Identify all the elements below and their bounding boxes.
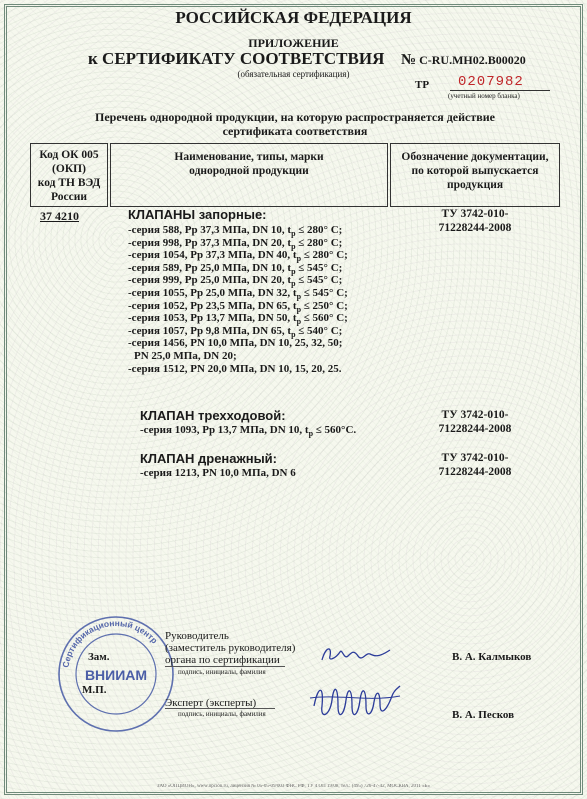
product-series-item: -серия 1052, Рр 23,5 МПа, DN 65, $t_р \le 250^\circ$ С;: [128, 299, 348, 314]
doc-line: 71228244-2008: [438, 466, 512, 478]
expert-caption: подпись, инициалы, фамилия: [178, 710, 266, 718]
product-series-item: -серия 1456, PN 10,0 МПа, DN 10, 25, 32, 50;: [128, 337, 343, 350]
head-signature: [318, 642, 398, 666]
product-series-item: -серия 1512, PN 20,0 МПа, DN 10, 15, 20, 25.: [128, 362, 342, 375]
group-title: КЛАПАН трехходовой:: [140, 408, 286, 423]
expert-signature: [308, 676, 403, 724]
product-series-item: -серия 589, Рр 25,0 МПа, DN 10, $t_р \le 545^\circ$ С;: [128, 261, 343, 276]
header-code-line: Код ОК 005: [39, 149, 99, 161]
stamp-outer-text: Сертификационный центр: [60, 617, 160, 669]
head-label-line: Руководитель: [165, 630, 229, 642]
certificate-number: [401, 52, 526, 69]
group-documentation: [390, 207, 560, 235]
product-series-item: -серия 1057, Рр 9,8 МПа, DN 65, $t_р \le 540^\circ$ С;: [128, 324, 343, 339]
mp-label: М.П.: [82, 684, 107, 696]
expert-label: Эксперт (эксперты): [165, 697, 257, 709]
expert-name: В. А. Песков: [452, 709, 515, 721]
product-series-item: -серия 1093, Рр 13,7 МПа, DN 10, $t_р \le 560^\circ С$.: [140, 424, 357, 439]
header-name-line: Наименование, типы, марки: [174, 151, 324, 163]
country-title: РОССИЙСКАЯ ФЕДЕРАЦИЯ: [175, 8, 412, 27]
header-code-line: код ТН ВЭД: [37, 177, 101, 189]
header-doc-line: по которой выпускается: [411, 165, 539, 177]
head-name: В. А. Калмыков: [452, 651, 532, 663]
product-series-item: -серия 1053, Рр 13,7 МПа, DN 50, $t_р \le 560^\circ$ С;: [128, 312, 348, 327]
doc-line: 71228244-2008: [438, 423, 512, 435]
stamp-inner-text: ВНИИАМ: [84, 667, 148, 683]
header-code-line: (ОКП): [52, 163, 86, 175]
zam-label: Зам.: [88, 651, 110, 663]
header-name-line: однородной продукции: [189, 165, 309, 177]
doc-line: 71228244-2008: [438, 222, 512, 234]
printer-footer: ЗАО «ОПЦИОН», www.opcion.ru, лицензия № 05-05-09/003 ФНС РФ, ТУ 4 ОП 19/08, тел.: (495) 726-47-42, МОСКВА, 2011 «Б»: [157, 784, 430, 789]
header-code-line: России: [51, 191, 87, 203]
head-caption: подпись, инициалы, фамилия: [178, 668, 266, 676]
product-series-item: PN 25,0 МПа, DN 20;: [134, 350, 237, 362]
doc-line: ТУ 3742-010-: [441, 452, 509, 464]
tp-label: ТР: [415, 79, 430, 91]
product-series-item: -серия 1054, Рр 37,3 МПа, DN 40, $t_р \le 280^\circ$ С;: [128, 249, 348, 264]
product-series-item: -серия 999, Рр 25,0 МПа, DN 20, $t_р \le 545^\circ$ С;: [128, 274, 343, 289]
doc-line: ТУ 3742-010-: [441, 208, 509, 220]
annex-label: ПРИЛОЖЕНИЕ: [248, 36, 339, 50]
head-label: [165, 630, 295, 666]
group-title: КЛАПАНЫ запорные:: [128, 207, 267, 222]
header-doc-column: [390, 143, 560, 207]
certificate-number-value: C-RU.MH02.B00020: [419, 53, 526, 67]
blank-number-underline: [450, 90, 550, 91]
blank-number-caption: (учетный номер бланка): [448, 92, 520, 100]
product-series-item: -серия 1213, PN 10,0 МПа, DN 6: [140, 467, 296, 479]
header-name-column: [110, 143, 388, 207]
head-label-line: (заместитель руководителя): [165, 642, 296, 654]
blank-number: 0207982: [458, 74, 524, 90]
doc-line: ТУ 3742-010-: [441, 409, 509, 421]
group-title: КЛАПАН дренажный:: [140, 451, 278, 466]
certificate-title: к СЕРТИФИКАТУ СООТВЕТСТВИЯ: [88, 49, 385, 68]
list-heading: Перечень однородной продукции, на которую распространяется действие сертификата соответствия: [95, 110, 495, 138]
group-documentation: [390, 451, 560, 479]
group-documentation: [390, 408, 560, 436]
header-doc-line: продукция: [446, 179, 504, 191]
number-sign: №: [401, 52, 417, 68]
header-code-column: [30, 143, 108, 207]
certification-stamp: [56, 614, 176, 734]
product-series-item: -серия 588, Рр 37,3 МПа, DN 10, $t_р \le 280^\circ$ С;: [128, 224, 343, 239]
product-series-item: -серия 1055, Рр 25,0 МПа, DN 32, $t_р \le 545^\circ$ С;: [128, 287, 348, 302]
expert-signature-line: [165, 708, 275, 709]
mandatory-note: (обязательная сертификация): [237, 69, 350, 79]
product-code: 37 4210: [40, 209, 79, 223]
head-label-line: органа по сертификации: [165, 654, 280, 666]
head-signature-line: [165, 666, 285, 667]
header-doc-line: Обозначение документации,: [401, 151, 549, 163]
product-series-item: -серия 998, Рр 37,3 МПа, DN 20, $t_р \le 280^\circ$ С;: [128, 236, 343, 251]
